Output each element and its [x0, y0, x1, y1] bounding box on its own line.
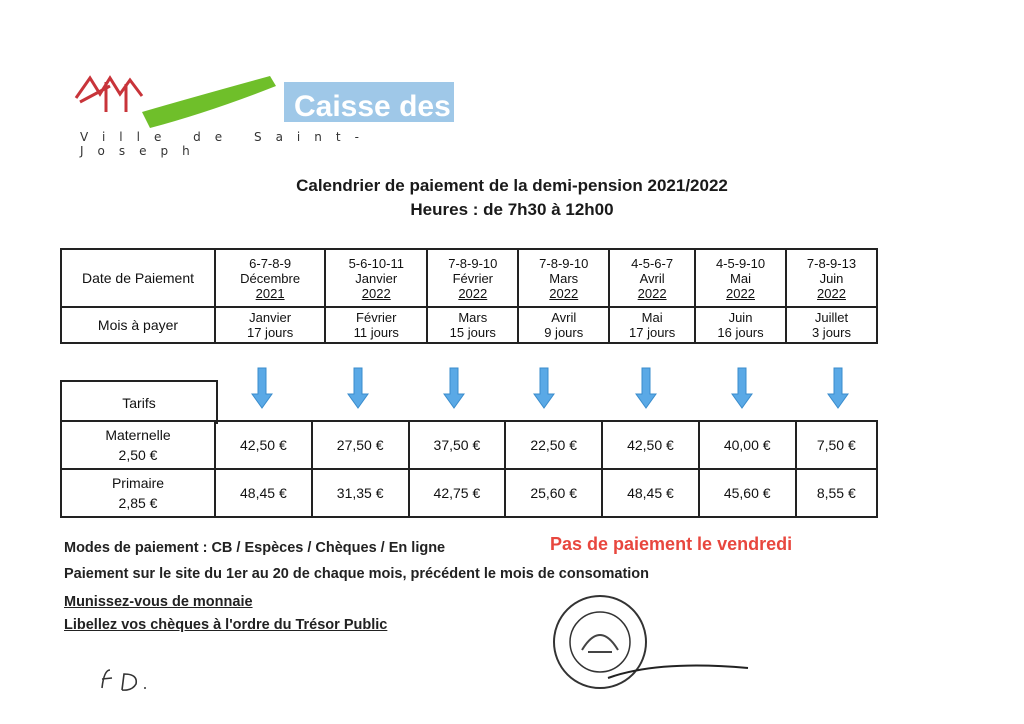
- price-cell: 25,60 €: [505, 469, 602, 517]
- payment-date-days: 7-8-9-13: [806, 255, 857, 271]
- price-cell: 37,50 €: [409, 421, 506, 469]
- tarifs-header: Tarifs: [60, 380, 218, 424]
- payment-date-year: 2021: [255, 285, 285, 301]
- tarif-category: [61, 421, 215, 469]
- price-cell: 42,75 €: [409, 469, 506, 517]
- price-cell: 7,50 €: [796, 421, 877, 469]
- payment-date-days: 5-6-10-11: [348, 255, 404, 271]
- price-cell: 27,50 €: [312, 421, 409, 469]
- change-note: Munissez-vous de monnaie: [64, 594, 253, 610]
- table-cell: [325, 249, 427, 307]
- down-arrow-icon: [827, 366, 849, 410]
- payment-date-year: 2022: [817, 285, 846, 301]
- tarif-label: Maternelle: [105, 427, 171, 443]
- logo-graphic: [70, 68, 556, 138]
- month-to-pay-pay-days: 17 jours: [246, 325, 294, 340]
- tarif-rate: 2,50 €: [118, 447, 158, 463]
- table-cell: [215, 307, 325, 343]
- table-row: [61, 421, 877, 469]
- logo-wordmark: Caisse des Ecoles: [294, 90, 556, 123]
- no-friday-warning: Pas de paiement le vendredi: [550, 534, 793, 554]
- table-row: [61, 249, 877, 307]
- payment-date-year: 2022: [458, 285, 488, 301]
- payment-date-days: 4-5-6-7: [631, 255, 674, 271]
- price-cell: 8,55 €: [796, 469, 877, 517]
- payment-date-month: Juin: [819, 270, 844, 286]
- official-stamp: [548, 590, 758, 705]
- table-cell: [786, 249, 877, 307]
- payment-date-days: 4-5-9-10: [715, 255, 766, 271]
- payment-period: Paiement sur le site du 1er au 20 de chaque mois, précédent le mois de consomation: [64, 566, 650, 582]
- cheques-note: Libellez vos chèques à l'ordre du Trésor Public: [64, 617, 388, 633]
- header-logo: [70, 68, 556, 158]
- table-cell: [695, 249, 786, 307]
- green-swoosh-icon: [142, 76, 276, 128]
- page-subtitle-hours: Heures : de 7h30 à 12h00: [410, 200, 614, 219]
- month-to-pay-pay-days: 15 jours: [449, 325, 496, 340]
- price-cell: 40,00 €: [699, 421, 796, 469]
- stamp-seal-icon: [548, 590, 758, 700]
- payment-date-month: Janvier: [355, 270, 398, 286]
- logo-city-name: Ville de Saint-Joseph: [80, 130, 373, 158]
- month-to-pay-pay-days: 9 jours: [544, 325, 584, 340]
- down-arrow-icon: [251, 366, 273, 410]
- price-cell: 45,60 €: [699, 469, 796, 517]
- table-cell: Date de Paiement: [61, 249, 215, 307]
- payment-date-month: Mai: [730, 270, 751, 286]
- payment-date-days: 7-8-9-10: [539, 255, 589, 271]
- table-cell: [695, 307, 786, 343]
- tarif-category: [61, 469, 215, 517]
- table-cell: [609, 307, 695, 343]
- payment-date-days: 7-8-9-10: [448, 255, 498, 271]
- price-cell: 42,50 €: [602, 421, 699, 469]
- payment-date-year: 2022: [637, 285, 667, 301]
- month-to-pay-pay-days: 3 jours: [811, 325, 851, 340]
- month-to-pay-pay-month: Juin: [728, 310, 753, 325]
- table-cell: [518, 249, 609, 307]
- table-cell: [609, 249, 695, 307]
- payment-modes: Modes de paiement : CB / Espèces / Chèques / En ligne: [64, 540, 446, 556]
- payment-date-year: 2022: [361, 285, 391, 301]
- tarif-label: Primaire: [111, 475, 165, 491]
- payment-date-month: Février: [452, 270, 494, 286]
- page-title: Calendrier de paiement de la demi-pension 2021/2022: [296, 176, 728, 195]
- tarif-rate: 2,85 €: [118, 495, 158, 511]
- table-cell: [325, 307, 427, 343]
- price-cell: 48,45 €: [215, 469, 312, 517]
- month-to-pay-pay-month: Juillet: [814, 310, 849, 325]
- payment-date-year: 2022: [726, 285, 755, 301]
- month-to-pay-pay-month: Février: [356, 310, 397, 325]
- table-cell: [518, 307, 609, 343]
- month-to-pay-pay-month: Mai: [641, 310, 663, 325]
- down-arrow-icon: [443, 366, 465, 410]
- price-cell: 48,45 €: [602, 469, 699, 517]
- month-to-pay-pay-days: 17 jours: [629, 325, 676, 340]
- down-arrow-icon: [635, 366, 657, 410]
- table-cell: [427, 307, 518, 343]
- table-row: [61, 307, 877, 343]
- figures-icon: [76, 78, 142, 112]
- table-row: [61, 469, 877, 517]
- table-cell: Mois à payer: [61, 307, 215, 343]
- down-arrow-icon: [731, 366, 753, 410]
- payment-date-month: Mars: [549, 270, 579, 286]
- schedule-table: [60, 248, 878, 344]
- table-cell: [427, 249, 518, 307]
- down-arrow-icon: [533, 366, 555, 410]
- handwritten-initials: [98, 664, 158, 699]
- price-cell: 22,50 €: [505, 421, 602, 469]
- down-arrow-icon: [347, 366, 369, 410]
- month-to-pay-pay-days: 16 jours: [717, 325, 764, 340]
- payment-date-month: Décembre: [240, 270, 301, 286]
- payment-date-month: Avril: [639, 270, 665, 286]
- payment-date-year: 2022: [549, 285, 579, 301]
- table-cell: [215, 249, 325, 307]
- table-cell: [786, 307, 877, 343]
- price-cell: 31,35 €: [312, 469, 409, 517]
- month-to-pay-pay-month: Avril: [551, 310, 577, 325]
- month-to-pay-pay-month: Janvier: [249, 310, 292, 325]
- initials-signature-icon: [98, 664, 158, 694]
- tarifs-table: [60, 420, 878, 518]
- month-to-pay-pay-month: Mars: [458, 310, 488, 325]
- payment-date-days: 6-7-8-9: [249, 255, 292, 271]
- price-cell: 42,50 €: [215, 421, 312, 469]
- month-to-pay-pay-days: 11 jours: [353, 325, 399, 340]
